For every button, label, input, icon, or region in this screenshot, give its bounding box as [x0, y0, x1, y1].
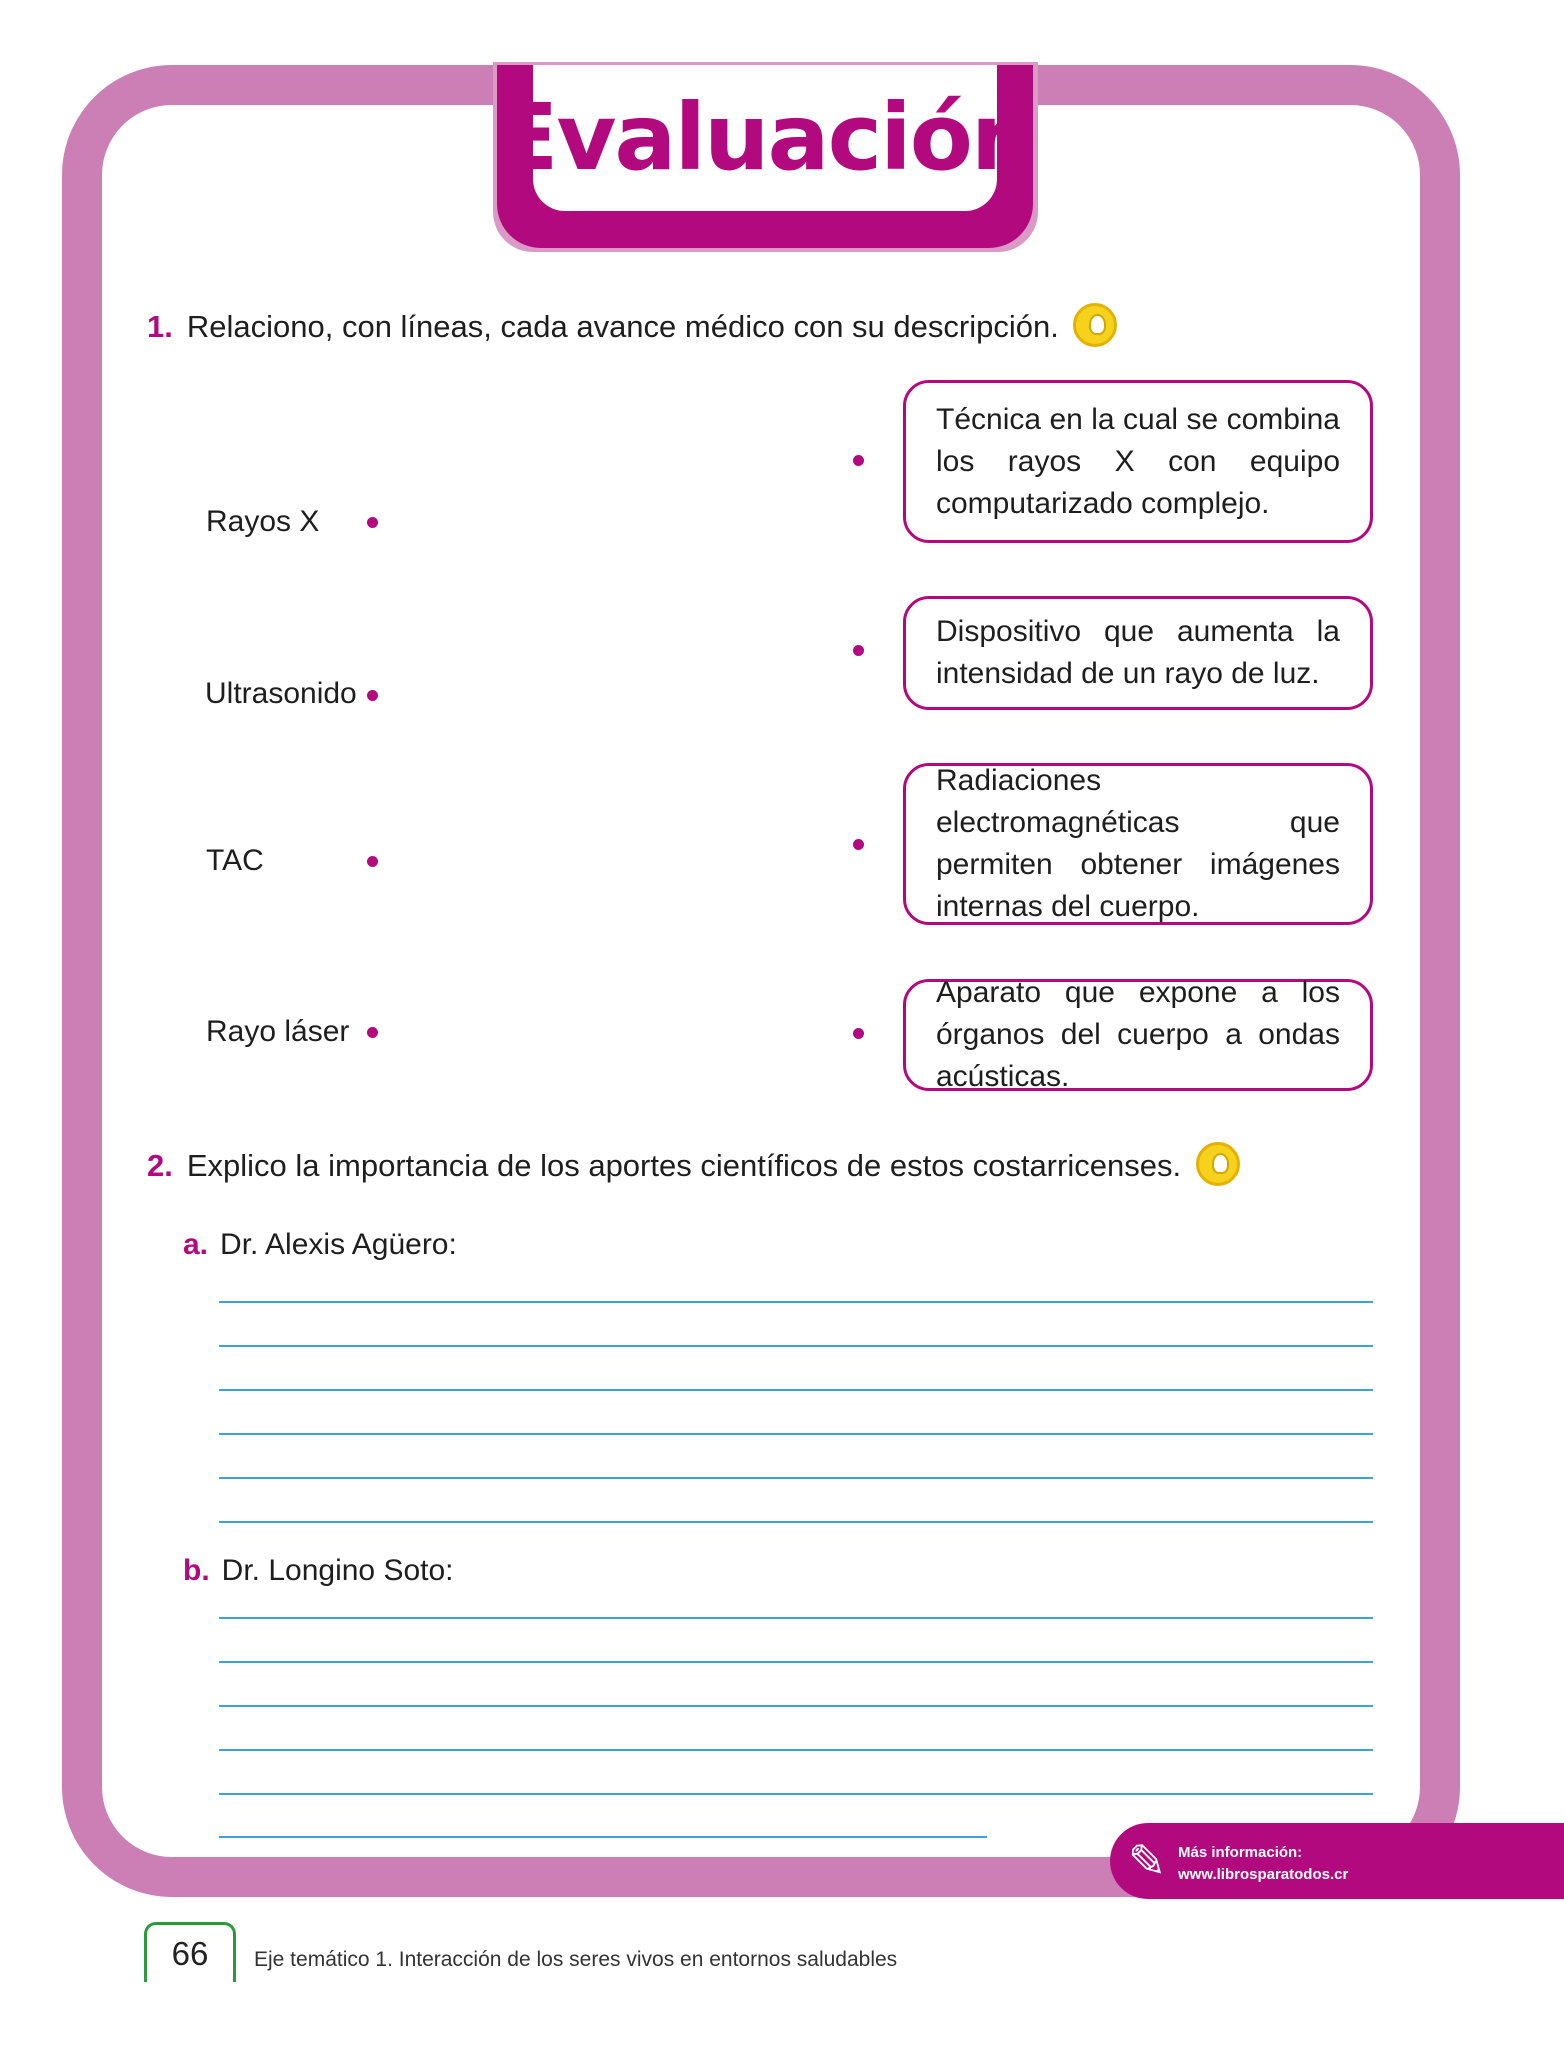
question-2-text: Explico la importancia de los aportes científicos de estos costarricenses.	[186, 1148, 1182, 1184]
term-dot-3[interactable]	[367, 856, 378, 867]
lightbulb-icon	[1196, 1142, 1240, 1186]
question-1-text: Relaciono, con líneas, cada avance médico con su descripción.	[186, 309, 1059, 345]
subitem-a	[183, 1230, 457, 1260]
description-text-2: Dispositivo que aumenta la intensidad de un rayo de luz.	[936, 615, 1340, 690]
answer-line-b3[interactable]	[219, 1705, 1373, 1707]
question-1	[147, 307, 1117, 351]
page-title: Evaluación	[495, 84, 1035, 191]
lightbulb-icon	[1073, 303, 1117, 347]
question-2	[147, 1146, 1240, 1190]
answer-line-a6[interactable]	[219, 1521, 1373, 1523]
description-box-2	[903, 596, 1373, 710]
subitem-a-label: Dr. Alexis Agüero:	[220, 1228, 457, 1261]
term-rayo-laser: Rayo láser	[206, 1015, 350, 1048]
answer-line-a4[interactable]	[219, 1433, 1373, 1435]
term-rayos-x: Rayos X	[206, 505, 320, 538]
more-info-label: Más información:	[1178, 1844, 1303, 1861]
pencil-icon: ✎	[1127, 1835, 1167, 1887]
description-text-3: Radiaciones electromagnéticas que permiten obtener imágenes internas del cuerpo.	[936, 764, 1340, 923]
subitem-b	[183, 1556, 454, 1586]
description-box-1	[903, 380, 1373, 543]
question-2-number: 2.	[147, 1148, 173, 1184]
description-box-3	[903, 763, 1373, 925]
answer-line-a1[interactable]	[219, 1301, 1373, 1303]
footer-chapter-text: Eje temático 1. Interacción de los seres vivos en entornos saludables	[254, 1948, 898, 1971]
more-info-text[interactable]	[1178, 1842, 1348, 1886]
description-dot-3[interactable]	[853, 839, 864, 850]
subitem-b-letter: b.	[183, 1554, 210, 1587]
subitem-b-label: Dr. Longino Soto:	[221, 1554, 454, 1587]
term-dot-1[interactable]	[367, 517, 378, 528]
question-1-number: 1.	[147, 309, 173, 345]
title-panel	[495, 65, 1035, 211]
description-dot-1[interactable]	[853, 455, 864, 466]
description-dot-2[interactable]	[853, 645, 864, 656]
description-text-4: Aparato que expone a los órganos del cuerpo a ondas acústicas.	[936, 976, 1340, 1093]
term-dot-4[interactable]	[367, 1027, 378, 1038]
answer-line-a3[interactable]	[219, 1389, 1373, 1391]
page-number-box	[144, 1922, 236, 1982]
subitem-a-letter: a.	[183, 1228, 209, 1261]
answer-line-b5[interactable]	[219, 1793, 1373, 1795]
answer-line-b6[interactable]	[219, 1836, 987, 1838]
term-dot-2[interactable]	[367, 690, 378, 701]
term-tac: TAC	[206, 844, 264, 877]
more-info-url[interactable]: www.librosparatodos.cr	[1178, 1866, 1349, 1883]
description-dot-4[interactable]	[853, 1028, 864, 1039]
answer-line-b1[interactable]	[219, 1617, 1373, 1619]
answer-line-b4[interactable]	[219, 1749, 1373, 1751]
answer-line-b2[interactable]	[219, 1661, 1373, 1663]
page-number: 66	[171, 1934, 209, 1972]
description-text-1: Técnica en la cual se combina los rayos X con equipo computarizado complejo.	[936, 402, 1340, 520]
answer-line-a5[interactable]	[219, 1477, 1373, 1479]
description-box-4	[903, 976, 1373, 1093]
answer-line-a2[interactable]	[219, 1345, 1373, 1347]
term-ultrasonido: Ultrasonido	[205, 677, 357, 710]
